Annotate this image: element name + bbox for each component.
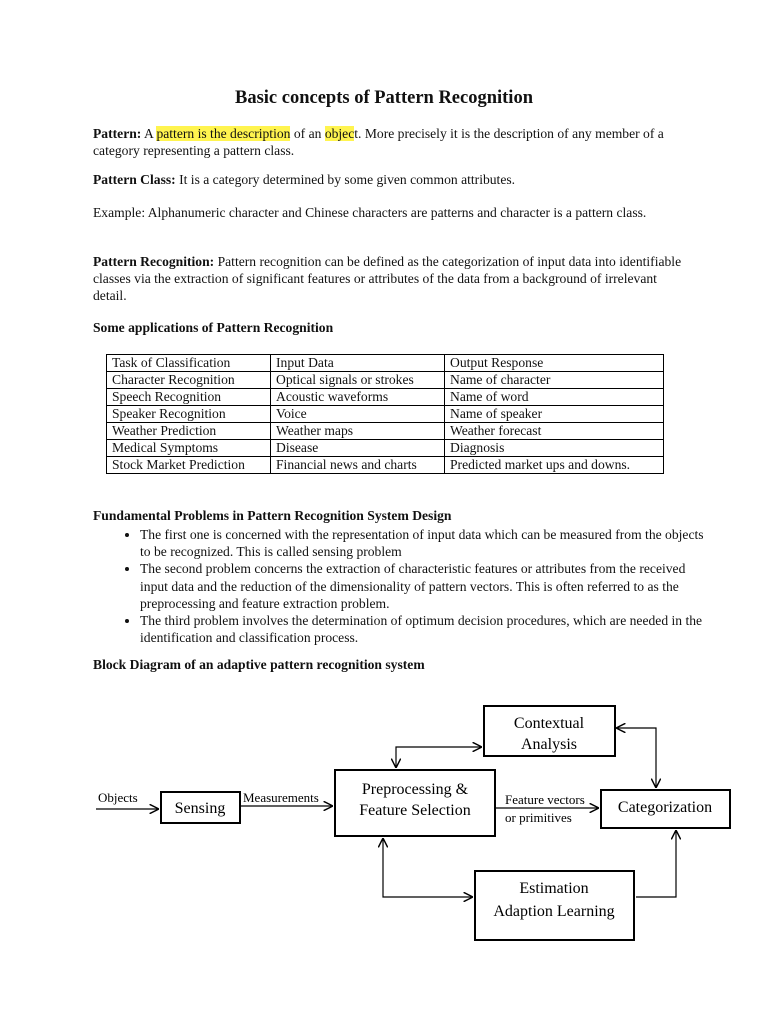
table-header-cell: Input Data (271, 355, 445, 372)
pattern-text-2: of an (290, 126, 325, 141)
table-header-row (107, 355, 664, 372)
table-cell: Optical signals or strokes (271, 372, 445, 389)
feature-vectors-label-line2: or primitives (505, 810, 572, 825)
categorization-label: Categorization (617, 799, 713, 816)
estimation-categorization-arrow (636, 831, 676, 897)
table-cell: Weather maps (271, 423, 445, 440)
pattern-class-definition (93, 171, 683, 188)
page-title: Basic concepts of Pattern Recognition (234, 88, 533, 108)
context-preprocessing-arrow (396, 747, 481, 767)
table-header-cell: Task of Classification (107, 355, 271, 372)
list-item: • The second problem concerns the extraction of characteristic features or attributes from the received input data and the reduction of the dimensionality of pattern vectors. This is often referred to as the preprocessing and feature extraction problem. (140, 560, 710, 612)
measurements-label: Measurements (243, 790, 319, 805)
problems-heading: Fundamental Problems in Pattern Recognition System Design (93, 508, 452, 523)
table-cell: Financial news and charts (271, 457, 445, 474)
example-paragraph: Example: Alphanumeric character and Chinese characters are patterns and character is a pattern class. (93, 205, 647, 220)
table-cell: Speaker Recognition (107, 406, 271, 423)
table-cell: Speech Recognition (107, 389, 271, 406)
table-row (107, 457, 664, 474)
table-cell: Acoustic waveforms (271, 389, 445, 406)
list-item: • The third problem involves the determination of optimum decision procedures, which are needed in the identification and classification process. (140, 612, 710, 646)
highlight-2: objec (324, 126, 355, 141)
objects-label: Objects (98, 790, 138, 805)
table-cell: Voice (271, 406, 445, 423)
pattern-recognition-definition (93, 253, 683, 304)
estimation-label-line2: Adaption Learning (493, 903, 615, 920)
table-row (107, 406, 664, 423)
estimation-preprocessing-arrow (383, 839, 472, 897)
applications-table (106, 354, 664, 474)
table-cell: Weather Prediction (107, 423, 271, 440)
table-header-cell: Output Response (445, 355, 664, 372)
sensing-label: Sensing (174, 800, 226, 817)
pattern-text-3: t. More precisely it is the description of any member of a category representing a pattern class. (93, 126, 664, 158)
table-cell: Name of speaker (445, 406, 664, 423)
table-cell: Disease (271, 440, 445, 457)
applications-heading: Some applications of Pattern Recognition (93, 320, 334, 335)
contextual-label-line1: Contextual (513, 715, 585, 732)
block-diagram (0, 690, 768, 970)
preprocessing-label-line1: Preprocessing & (361, 781, 469, 798)
table-cell: Name of character (445, 372, 664, 389)
diagram-heading: Block Diagram of an adaptive pattern recognition system (93, 657, 425, 672)
list-item: • The first one is concerned with the representation of input data which can be measured from the objects to be recognized. This is called sensing problem (140, 526, 710, 560)
table-row (107, 372, 664, 389)
context-categorization-arrow (617, 728, 656, 787)
estimation-label-line1: Estimation (519, 880, 589, 897)
highlight-1: pattern is the description (156, 126, 291, 141)
problems-list (111, 526, 710, 646)
pattern-recognition-label: Pattern Recognition: (93, 254, 215, 269)
pattern-class-label: Pattern Class: (93, 172, 176, 187)
pattern-class-text: It is a category determined by some given common attributes. (175, 172, 516, 187)
table-row (107, 389, 664, 406)
table-cell: Diagnosis (445, 440, 664, 457)
table-cell: Medical Symptoms (107, 440, 271, 457)
table-cell: Stock Market Prediction (107, 457, 271, 474)
contextual-label-line2: Analysis (521, 736, 577, 753)
pattern-definition (93, 125, 683, 159)
table-cell: Predicted market ups and downs. (445, 457, 664, 474)
pattern-label: Pattern: (93, 126, 142, 141)
pattern-text-1: A (141, 126, 157, 141)
pattern-recognition-text: Pattern recognition can be defined as the categorization of input data into identifiable classes via the extraction of significant features or attributes of the data from a background of irrelevant detail. (93, 254, 682, 303)
table-row (107, 440, 664, 457)
table-cell: Character Recognition (107, 372, 271, 389)
table-row (107, 423, 664, 440)
feature-vectors-label-line1: Feature vectors (505, 792, 585, 807)
preprocessing-label-line2: Feature Selection (359, 802, 471, 819)
table-cell: Weather forecast (445, 423, 664, 440)
table-cell: Name of word (445, 389, 664, 406)
